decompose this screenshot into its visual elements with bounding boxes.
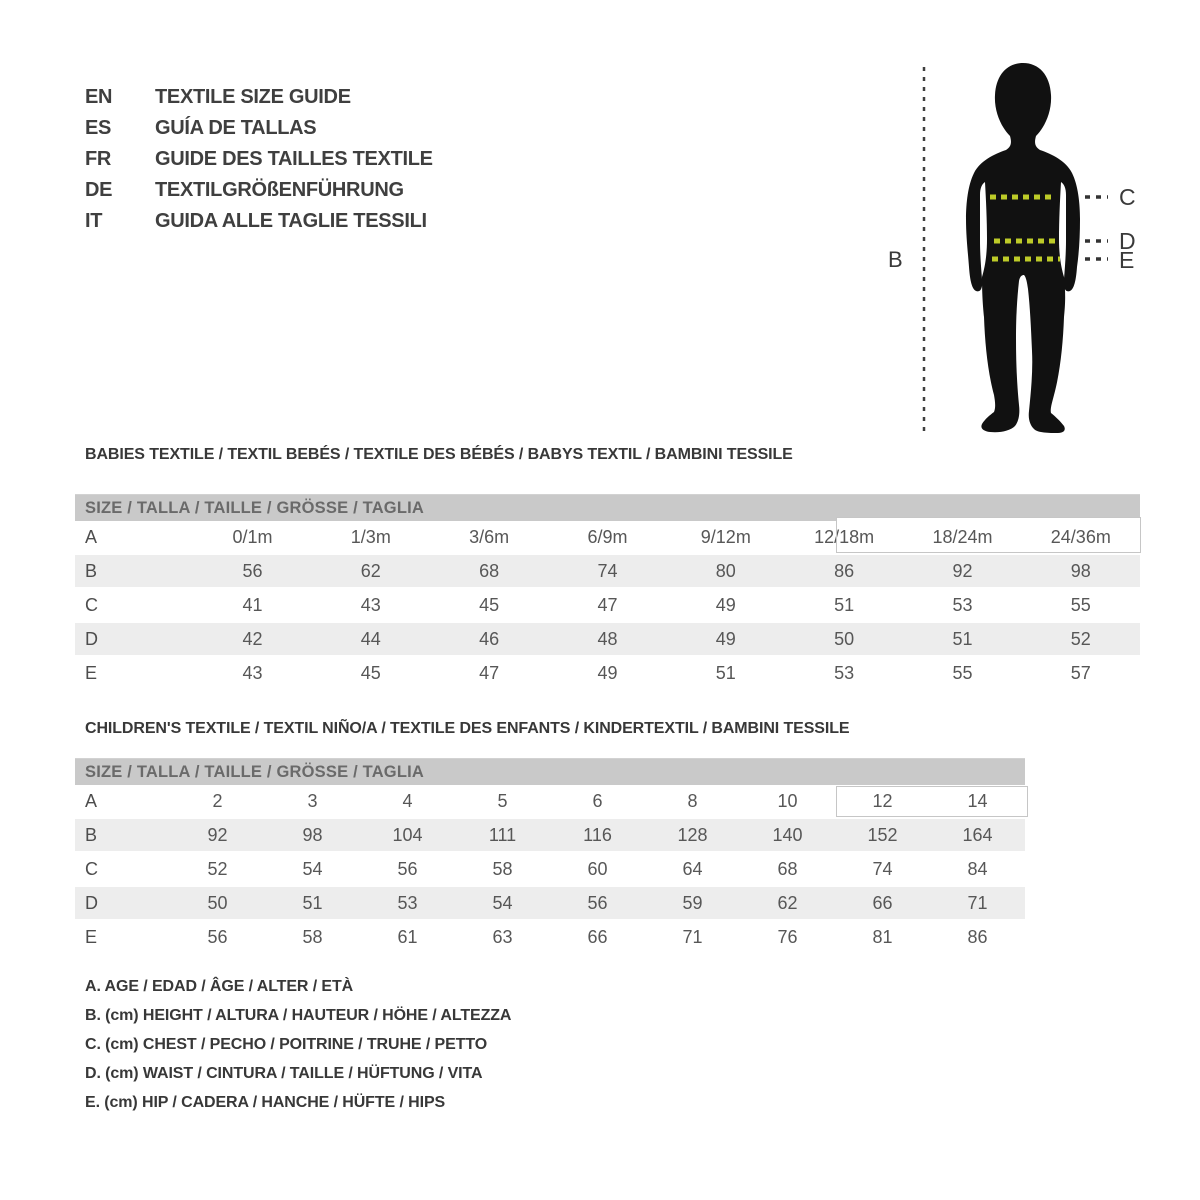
size-cell: 57 <box>1070 662 1091 683</box>
size-cell: 52 <box>1022 622 1140 656</box>
table-row-b <box>75 818 1025 852</box>
size-cell: 98 <box>265 818 360 852</box>
size-cell: 164 <box>930 818 1025 852</box>
highlight-box-babies <box>836 517 1141 553</box>
size-cell: 128 <box>645 818 740 852</box>
size-cell: 0/1m <box>193 521 311 554</box>
measurement-figure <box>880 55 1140 445</box>
table-row-e <box>75 656 1140 689</box>
size-header-bar: SIZE / TALLA / TAILLE / GRÖSSE / TAGLIA <box>75 759 1025 786</box>
table-row-c <box>75 852 1025 886</box>
size-cell: 41 <box>193 588 311 622</box>
language-guide-list <box>85 82 433 237</box>
language-code: FR <box>85 148 112 170</box>
language-code: EN <box>85 86 113 108</box>
size-cell: 48 <box>548 622 666 656</box>
row-label: C <box>75 588 193 622</box>
size-cell: 10 <box>740 785 835 818</box>
size-cell: 3 <box>265 785 360 818</box>
size-cell: 45 <box>360 662 381 683</box>
measurement-legend <box>85 972 511 1117</box>
size-cell: 104 <box>360 818 455 852</box>
size-cell: 60 <box>550 852 645 886</box>
figure-label-d: D <box>1119 228 1136 254</box>
size-cell: 49 <box>597 662 618 683</box>
size-cell: 116 <box>550 818 645 852</box>
size-cell: 6 <box>550 785 645 818</box>
size-cell: 43 <box>242 662 263 683</box>
row-label: D <box>75 886 170 920</box>
size-cell: 14 <box>930 785 1025 818</box>
row-label: B <box>75 554 193 588</box>
size-cell: 86 <box>785 554 903 588</box>
language-row-de <box>85 175 433 206</box>
size-cell: 9/12m <box>667 521 785 554</box>
size-cell: 62 <box>740 886 835 920</box>
size-cell: 50 <box>170 886 265 920</box>
row-label: E <box>85 662 98 683</box>
size-cell: 54 <box>265 852 360 886</box>
size-cell: 74 <box>548 554 666 588</box>
size-cell: 51 <box>265 886 360 920</box>
legend-line-waist: D. (cm) WAIST / CINTURA / TAILLE / HÜFTUNG / VITA <box>85 1065 483 1082</box>
size-cell: 71 <box>930 886 1025 920</box>
size-cell: 51 <box>785 588 903 622</box>
babies-table-title: BABIES TEXTILE / TEXTIL BEBÉS / TEXTILE DES BÉBÉS / BABYS TEXTIL / BAMBINI TESSILE <box>85 446 793 463</box>
legend-line-chest: C. (cm) CHEST / PECHO / POITRINE / TRUHE / PETTO <box>85 1036 488 1053</box>
size-cell: 12/18m <box>785 521 903 554</box>
size-cell: 42 <box>193 622 311 656</box>
size-cell: 140 <box>740 818 835 852</box>
size-cell: 55 <box>1022 588 1140 622</box>
size-cell: 52 <box>170 852 265 886</box>
size-cell: 12 <box>835 785 930 818</box>
highlight-box-top-strip <box>837 518 1140 521</box>
size-cell: 63 <box>492 926 513 947</box>
guide-title: GUÍA DE TALLAS <box>155 117 317 139</box>
size-cell: 74 <box>835 852 930 886</box>
legend-line-age: A. AGE / EDAD / ÂGE / ALTER / ETÀ <box>85 978 354 995</box>
guide-title: TEXTILGRÖßENFÜHRUNG <box>155 179 404 201</box>
size-cell: 68 <box>430 554 548 588</box>
size-cell: 56 <box>360 852 455 886</box>
figure-label-b: B <box>888 247 903 272</box>
legend-line-hip: E. (cm) HIP / CADERA / HANCHE / HÜFTE / HIPS <box>85 1094 446 1111</box>
size-cell: 54 <box>455 886 550 920</box>
size-cell: 66 <box>835 886 930 920</box>
size-cell: 49 <box>667 588 785 622</box>
size-cell: 53 <box>903 588 1021 622</box>
size-cell: 80 <box>667 554 785 588</box>
size-cell: 44 <box>312 622 430 656</box>
size-cell: 47 <box>479 662 500 683</box>
size-cell: 18/24m <box>903 521 1021 554</box>
guide-title: GUIDE DES TAILLES TEXTILE <box>155 148 433 170</box>
size-header-bar: SIZE / TALLA / TAILLE / GRÖSSE / TAGLIA <box>75 495 1140 522</box>
size-cell: 111 <box>455 818 550 852</box>
guide-title: TEXTILE SIZE GUIDE <box>155 86 351 108</box>
legend-line-height: B. (cm) HEIGHT / ALTURA / HAUTEUR / HÖHE / ALTEZZA <box>85 1007 512 1024</box>
size-cell: 55 <box>952 662 973 683</box>
highlight-box-top-strip <box>837 787 1027 790</box>
size-cell: 92 <box>903 554 1021 588</box>
size-cell: 56 <box>207 926 228 947</box>
size-cell: 58 <box>455 852 550 886</box>
size-cell: 86 <box>967 926 988 947</box>
size-cell: 59 <box>645 886 740 920</box>
children-table-title: CHILDREN'S TEXTILE / TEXTIL NIÑO/A / TEXTILE DES ENFANTS / KINDERTEXTIL / BAMBINI TESSILE <box>85 720 850 737</box>
size-cell: 3/6m <box>430 521 548 554</box>
size-cell: 51 <box>715 662 736 683</box>
size-cell: 56 <box>550 886 645 920</box>
size-cell: 64 <box>645 852 740 886</box>
size-cell: 152 <box>835 818 930 852</box>
child-silhouette-svg <box>880 55 1140 445</box>
highlight-box-children <box>836 786 1028 817</box>
row-label: D <box>75 622 193 656</box>
size-cell: 46 <box>430 622 548 656</box>
row-label: E <box>85 926 98 947</box>
size-cell: 50 <box>785 622 903 656</box>
table-row-e <box>75 920 1025 953</box>
language-row-en <box>85 82 433 113</box>
language-code: ES <box>85 117 112 139</box>
size-cell: 5 <box>455 785 550 818</box>
size-cell: 8 <box>645 785 740 818</box>
table-row-d <box>75 622 1140 656</box>
size-cell: 58 <box>302 926 323 947</box>
size-cell: 76 <box>777 926 798 947</box>
guide-title: GUIDA ALLE TAGLIE TESSILI <box>155 210 427 232</box>
size-cell: 61 <box>397 926 418 947</box>
row-label: C <box>75 852 170 886</box>
language-code: IT <box>85 210 103 232</box>
size-cell: 92 <box>170 818 265 852</box>
language-row-es <box>85 113 433 144</box>
child-silhouette-graphic <box>966 63 1080 433</box>
table-row-c <box>75 588 1140 622</box>
size-cell: 1/3m <box>312 521 430 554</box>
size-cell: 49 <box>667 622 785 656</box>
row-label: A <box>75 521 193 554</box>
size-cell: 98 <box>1022 554 1140 588</box>
size-cell: 47 <box>548 588 666 622</box>
size-cell: 62 <box>312 554 430 588</box>
size-cell: 4 <box>360 785 455 818</box>
table-row-b <box>75 554 1140 588</box>
size-cell: 56 <box>193 554 311 588</box>
size-cell: 66 <box>587 926 608 947</box>
figure-label-e: E <box>1119 247 1135 273</box>
size-cell: 43 <box>312 588 430 622</box>
language-row-fr <box>85 144 433 175</box>
size-header-row <box>75 759 1025 786</box>
size-cell: 68 <box>740 852 835 886</box>
size-cell: 2 <box>170 785 265 818</box>
size-cell: 53 <box>360 886 455 920</box>
language-code: DE <box>85 179 113 201</box>
size-cell: 81 <box>872 926 893 947</box>
figure-label-c: C <box>1119 184 1136 210</box>
size-cell: 45 <box>430 588 548 622</box>
size-cell: 84 <box>930 852 1025 886</box>
language-row-it <box>85 206 433 237</box>
size-cell: 6/9m <box>548 521 666 554</box>
table-row-d <box>75 886 1025 920</box>
size-cell: 24/36m <box>1022 521 1140 554</box>
size-cell: 51 <box>903 622 1021 656</box>
size-cell: 53 <box>834 662 855 683</box>
size-cell: 71 <box>682 926 703 947</box>
row-label: B <box>75 818 170 852</box>
row-label: A <box>75 785 170 818</box>
